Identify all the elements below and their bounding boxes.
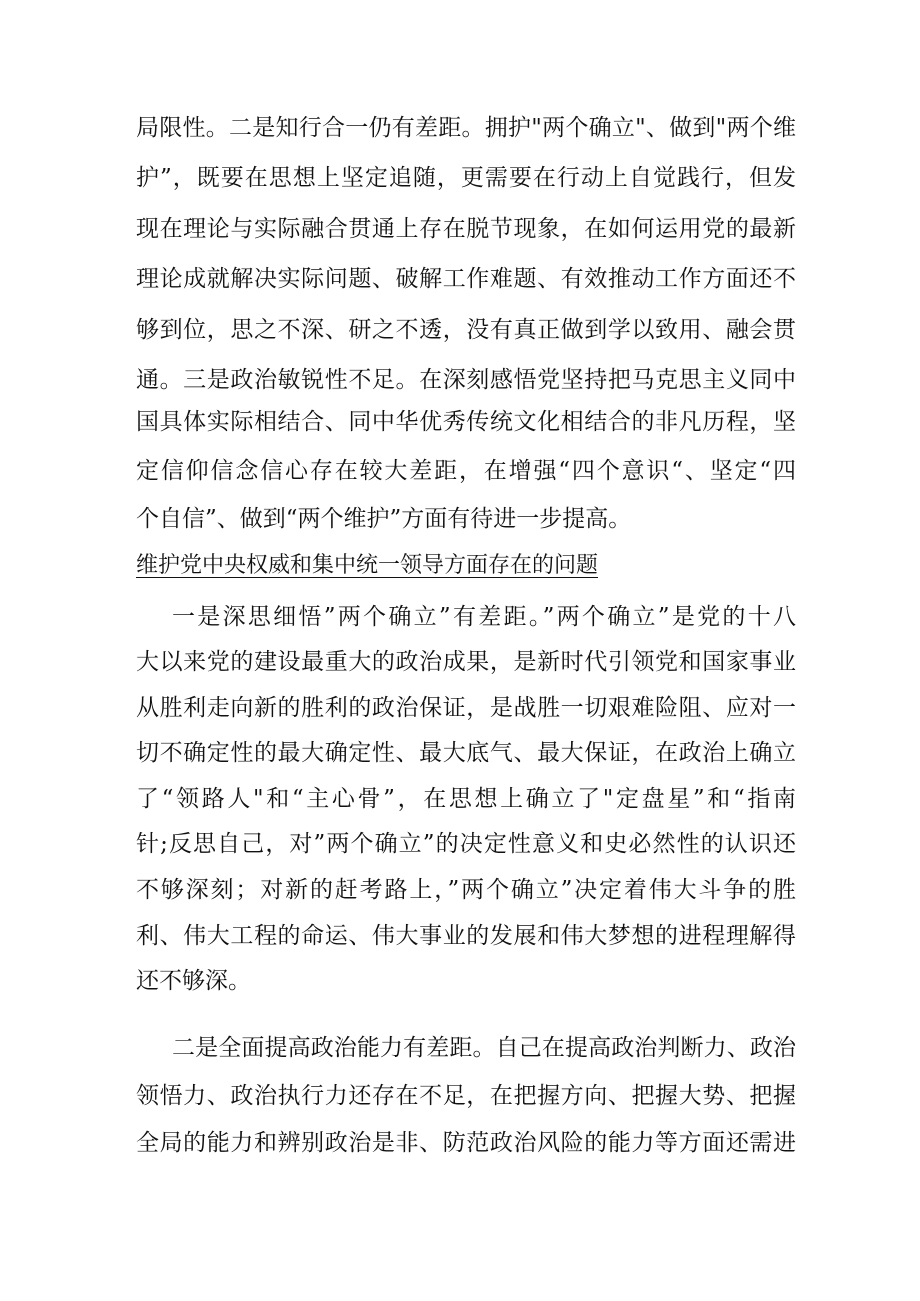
text-line: 护”，既要在思想上坚定追随，更需要在行动上自觉践行，但发: [136, 165, 796, 191]
text-line: 全局的能力和辨别政治是非、防范政治风险的能力等方面还需进: [136, 1130, 796, 1156]
text-line: 国具体实际相结合、同中华优秀传统文化相结合的非凡历程，坚: [136, 409, 796, 435]
text-line: 定信仰信念信心存在较大差距，在增强“四个意识“、坚定“四: [136, 458, 796, 484]
text-line: 一是深思细悟”两个确立”有差距。”两个确立”是党的十八: [172, 604, 796, 630]
text-line: 切不确定性的最大确定性、最大底气、最大保证，在政治上确立: [136, 740, 796, 766]
text-line: 领悟力、政治执行力还存在不足，在把握方向、把握大势、把握: [136, 1083, 796, 1109]
text-line: 不够深刻；对新的赶考路上，”两个确立”决定着伟大斗争的胜: [136, 877, 796, 903]
text-line: 理论成就解决实际问题、破解工作难题、有效推动工作方面还不: [136, 266, 796, 292]
text-line: 大以来党的建设最重大的政治成果，是新时代引领党和国家事业: [136, 649, 796, 675]
section-heading: 维护党中央权威和集中统一领导方面存在的问题: [136, 553, 599, 578]
text-line: 针;反思自己，对”两个确立”的决定性意义和史必然性的认识还: [136, 831, 796, 857]
text-line: 通。三是政治敏锐性不足。在深刻感悟党坚持把马克思主义同中: [136, 367, 796, 393]
text-line: 利、伟大工程的命运、伟大事业的发展和伟大梦想的进程理解得: [136, 923, 796, 949]
text-line: 了“领路人"和“主心骨”，在思想上确立了"定盘星”和“指南: [136, 786, 796, 812]
text-line: 现在理论与实际融合贯通上存在脱节现象，在如何运用党的最新: [136, 216, 796, 242]
text-line: 二是全面提高政治能力有差距。自己在提高政治判断力、政治: [172, 1035, 796, 1061]
text-line: 够到位，思之不深、研之不透，没有真正做到学以致用、融会贯: [136, 317, 796, 343]
text-line: 局限性。二是知行合一仍有差距。拥护"两个确立"、做到"两个维: [136, 115, 796, 141]
text-line: 从胜利走向新的胜利的政治保证，是战胜一切艰难险阻、应对一: [136, 695, 796, 721]
text-line: 还不够深。: [136, 968, 251, 994]
text-line: 个自信”、做到“两个维护”方面有待进一步提高。: [136, 506, 632, 532]
